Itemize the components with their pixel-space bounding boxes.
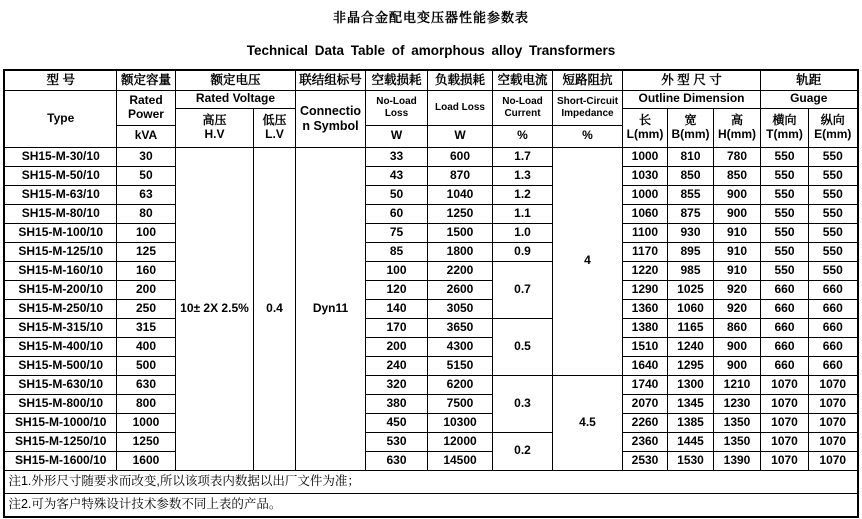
table-row (4, 451, 857, 470)
col-header-rated-voltage-zh: 额定电压 (175, 70, 295, 90)
lv-label-en: L.V (265, 126, 284, 141)
table-cell: 550 (761, 185, 809, 204)
transformer-spec-table (3, 69, 858, 518)
col-header-no-load-current-zh: 空载电流 (493, 70, 553, 90)
length-label-en: L(mm) (626, 126, 664, 141)
table-cell: 1070 (761, 432, 809, 451)
table-row (4, 299, 857, 318)
table-cell: 1640 (623, 356, 668, 375)
table-cell: 1070 (809, 375, 858, 394)
table-cell: 1165 (668, 318, 714, 337)
table-cell: 450 (366, 413, 428, 432)
table-cell: 1600 (116, 451, 175, 470)
table-cell: 600 (428, 147, 493, 166)
table-cell: 170 (366, 318, 428, 337)
page-title-en: Technical Data Table of amorphous alloy Transformers (246, 43, 616, 58)
hv-label-zh: 高压 (202, 112, 227, 127)
unit-load-loss: W (428, 125, 493, 147)
table-cell: SH15-M-30/10 (4, 147, 116, 166)
table-cell: 500 (116, 356, 175, 375)
table-cell: 1070 (761, 375, 809, 394)
table-cell: 1040 (428, 185, 493, 204)
table-cell: 30 (116, 147, 175, 166)
table-cell: 315 (116, 318, 175, 337)
table-cell: SH15-M-400/10 (4, 337, 116, 356)
table-cell: SH15-M-160/10 (4, 261, 116, 280)
table-row (4, 223, 857, 242)
col-header-connection-zh: 联结组标号 (296, 70, 366, 90)
table-cell: 0.2 (493, 432, 553, 470)
table-row (4, 375, 857, 394)
table-row (4, 185, 857, 204)
table-cell: 780 (714, 147, 761, 166)
table-cell: 855 (668, 185, 714, 204)
table-cell: 660 (761, 318, 809, 337)
height-label-zh: 高 (730, 112, 743, 127)
unit-rated-power: kVA (116, 125, 175, 147)
table-cell: 140 (366, 299, 428, 318)
table-cell: 100 (116, 223, 175, 242)
table-cell: 1250 (428, 204, 493, 223)
table-cell: 850 (668, 166, 714, 185)
table-body (4, 147, 857, 470)
table-cell: 1060 (668, 299, 714, 318)
table-cell: 75 (366, 223, 428, 242)
table-cell: 120 (366, 280, 428, 299)
table-cell: 33 (366, 147, 428, 166)
table-cell: 2070 (623, 394, 668, 413)
col-header-hv (175, 108, 253, 147)
table-row (4, 318, 857, 337)
width-label-en: B(mm) (671, 126, 710, 141)
table-cell: 1295 (668, 356, 714, 375)
col-header-lv (253, 108, 295, 147)
table-cell: SH15-M-63/10 (4, 185, 116, 204)
table-cell: 1230 (714, 394, 761, 413)
table-cell: 870 (428, 166, 493, 185)
table-cell: 660 (809, 356, 858, 375)
table-row (4, 166, 857, 185)
table-cell: 50 (366, 185, 428, 204)
table-cell: 4 (553, 147, 623, 375)
unit-impedance: % (553, 125, 623, 147)
table-cell: 1070 (761, 394, 809, 413)
table-cell: 0.4 (253, 147, 295, 470)
table-cell: 63 (116, 185, 175, 204)
table-cell: 630 (116, 375, 175, 394)
table-cell: 550 (761, 223, 809, 242)
table-cell: 800 (116, 394, 175, 413)
table-cell: 1.3 (493, 166, 553, 185)
table-cell: 2600 (428, 280, 493, 299)
table-cell: 10300 (428, 413, 493, 432)
table-row (4, 413, 857, 432)
col-header-e (809, 108, 858, 147)
unit-no-load-current: % (493, 125, 553, 147)
table-row (4, 280, 857, 299)
table-cell: 100 (366, 261, 428, 280)
table-cell: 200 (116, 280, 175, 299)
table-cell: 1740 (623, 375, 668, 394)
table-row (4, 394, 857, 413)
table-cell: 240 (366, 356, 428, 375)
table-cell: 1.2 (493, 185, 553, 204)
table-cell: 660 (809, 280, 858, 299)
table-cell: 550 (761, 242, 809, 261)
table-cell: 860 (714, 318, 761, 337)
table-cell: 1.7 (493, 147, 553, 166)
table-cell: 920 (714, 299, 761, 318)
e-label-en: E(mm) (814, 126, 852, 141)
table-cell: 6200 (428, 375, 493, 394)
col-header-rated-voltage-en: Rated Voltage (175, 90, 295, 108)
table-cell: SH15-M-500/10 (4, 356, 116, 375)
table-cell: 1070 (809, 394, 858, 413)
table-cell: 0.9 (493, 242, 553, 261)
table-cell: 1220 (623, 261, 668, 280)
table-cell: Dyn11 (296, 147, 366, 470)
table-cell: 810 (668, 147, 714, 166)
table-cell: 930 (668, 223, 714, 242)
col-header-no-load-current-en: No-Load Current (493, 90, 553, 125)
col-header-outline-en: Outline Dimension (623, 90, 761, 108)
table-row (4, 147, 857, 166)
col-header-width (668, 108, 714, 147)
table-cell: 2530 (623, 451, 668, 470)
table-cell: 400 (116, 337, 175, 356)
table-cell: 1.1 (493, 204, 553, 223)
table-cell: 3650 (428, 318, 493, 337)
table-cell: SH15-M-125/10 (4, 242, 116, 261)
table-cell: 550 (809, 223, 858, 242)
lv-label-zh: 低压 (262, 112, 287, 127)
table-cell: 900 (714, 185, 761, 204)
table-cell: 1210 (714, 375, 761, 394)
table-cell: 1070 (761, 451, 809, 470)
col-header-guage-zh: 轨距 (761, 70, 858, 90)
table-row (4, 204, 857, 223)
table-cell: 660 (809, 318, 858, 337)
table-cell: SH15-M-250/10 (4, 299, 116, 318)
table-cell: 550 (761, 166, 809, 185)
table-cell: 1100 (623, 223, 668, 242)
table-cell: SH15-M-1000/10 (4, 413, 116, 432)
col-header-load-loss-en: Load Loss (428, 90, 493, 125)
table-row (4, 356, 857, 375)
note-1: 注1.外形尺寸随要求而改变,所以该项表内数据以出厂文件为准； (4, 470, 857, 493)
table-cell: 1240 (668, 337, 714, 356)
table-cell: 920 (714, 280, 761, 299)
width-label-zh: 宽 (684, 112, 697, 127)
table-cell: 530 (366, 432, 428, 451)
table-cell: 250 (116, 299, 175, 318)
table-cell: 0.5 (493, 318, 553, 375)
table-cell: 1170 (623, 242, 668, 261)
table-cell: 80 (116, 204, 175, 223)
table-cell: 1000 (623, 185, 668, 204)
height-label-en: H(mm) (718, 126, 756, 141)
table-row (4, 432, 857, 451)
table-cell: 1510 (623, 337, 668, 356)
table-cell: 2200 (428, 261, 493, 280)
table-cell: 910 (714, 261, 761, 280)
table-cell: 12000 (428, 432, 493, 451)
table-cell: 900 (714, 204, 761, 223)
table-cell: 550 (761, 261, 809, 280)
table-cell: 1530 (668, 451, 714, 470)
table-cell: 1300 (668, 375, 714, 394)
table-cell: 1380 (623, 318, 668, 337)
table-cell: 1390 (714, 451, 761, 470)
table-cell: 630 (366, 451, 428, 470)
table-cell: 660 (761, 280, 809, 299)
table-cell: 320 (366, 375, 428, 394)
table-cell: 1250 (116, 432, 175, 451)
table-cell: SH15-M-1250/10 (4, 432, 116, 451)
col-header-length (623, 108, 668, 147)
col-header-no-load-loss-zh: 空载损耗 (366, 70, 428, 90)
table-cell: 850 (714, 166, 761, 185)
table-cell: 1350 (714, 413, 761, 432)
col-header-rated-power-zh: 额定容量 (116, 70, 175, 90)
col-header-t (761, 108, 809, 147)
col-header-guage-en: Guage (761, 90, 858, 108)
table-cell: 1350 (714, 432, 761, 451)
table-cell: 60 (366, 204, 428, 223)
col-header-no-load-loss-en: No-Load Loss (366, 90, 428, 125)
table-cell: 1360 (623, 299, 668, 318)
table-cell: 1290 (623, 280, 668, 299)
table-row (4, 242, 857, 261)
table-cell: 550 (761, 204, 809, 223)
table-cell: 1060 (623, 204, 668, 223)
e-label-zh: 纵向 (820, 112, 845, 127)
table-cell: 875 (668, 204, 714, 223)
table-cell: 160 (116, 261, 175, 280)
table-cell: 985 (668, 261, 714, 280)
table-cell: 200 (366, 337, 428, 356)
col-header-type-en: Type (4, 90, 116, 147)
page-header (0, 0, 862, 58)
table-cell: SH15-M-80/10 (4, 204, 116, 223)
table-cell: 7500 (428, 394, 493, 413)
table-cell: 0.3 (493, 375, 553, 432)
table-cell: 3050 (428, 299, 493, 318)
table-cell: 1000 (623, 147, 668, 166)
table-cell: 900 (714, 337, 761, 356)
table-cell: 660 (809, 337, 858, 356)
table-notes (4, 470, 857, 517)
table-cell: 1500 (428, 223, 493, 242)
table-cell: 125 (116, 242, 175, 261)
t-label-zh: 横向 (772, 112, 797, 127)
col-header-height (714, 108, 761, 147)
table-cell: 1070 (809, 413, 858, 432)
table-cell: 14500 (428, 451, 493, 470)
col-header-outline-zh: 外 型 尺 寸 (623, 70, 761, 90)
table-cell: SH15-M-100/10 (4, 223, 116, 242)
table-cell: 0.7 (493, 261, 553, 318)
table-cell: 910 (714, 242, 761, 261)
table-header (4, 70, 857, 147)
table-cell: SH15-M-50/10 (4, 166, 116, 185)
table-cell: 550 (809, 166, 858, 185)
table-cell: SH15-M-315/10 (4, 318, 116, 337)
table-cell: 1445 (668, 432, 714, 451)
table-cell: 1070 (761, 413, 809, 432)
table-cell: 1345 (668, 394, 714, 413)
table-cell: SH15-M-200/10 (4, 280, 116, 299)
hv-label-en: H.V (204, 126, 225, 141)
table-cell: 5150 (428, 356, 493, 375)
table-cell: 10± 2X 2.5% (175, 147, 253, 470)
page-title-zh: 非晶合金配电变压器性能参数表 (332, 10, 529, 25)
table-cell: 550 (809, 242, 858, 261)
table-row (4, 337, 857, 356)
table-cell: 550 (809, 204, 858, 223)
table-cell: 1070 (809, 432, 858, 451)
unit-no-load-loss: W (366, 125, 428, 147)
table-cell: 1.0 (493, 223, 553, 242)
table-row (4, 261, 857, 280)
table-cell: 550 (809, 185, 858, 204)
table-cell: 85 (366, 242, 428, 261)
col-header-type-zh: 型 号 (4, 70, 116, 90)
col-header-load-loss-zh: 负载损耗 (428, 70, 493, 90)
table-cell: 380 (366, 394, 428, 413)
col-header-connection-en: Connection Symbol (296, 90, 366, 147)
table-cell: 1000 (116, 413, 175, 432)
table-cell: 4300 (428, 337, 493, 356)
table-cell: 550 (809, 147, 858, 166)
table-cell: SH15-M-630/10 (4, 375, 116, 394)
table-cell: SH15-M-800/10 (4, 394, 116, 413)
t-label-en: T(mm) (766, 126, 803, 141)
table-cell: 550 (761, 147, 809, 166)
table-cell: 660 (809, 299, 858, 318)
table-cell: 910 (714, 223, 761, 242)
table-cell: 1385 (668, 413, 714, 432)
table-cell: 2360 (623, 432, 668, 451)
note-2: 注2.可为客户特殊设计技术参数不同上表的产品。 (4, 493, 857, 517)
table-cell: 900 (714, 356, 761, 375)
table-cell: 895 (668, 242, 714, 261)
col-header-rated-power-en: Rated Power (116, 90, 175, 125)
table-cell: 660 (761, 337, 809, 356)
table-cell: 550 (809, 261, 858, 280)
table-cell: 660 (761, 299, 809, 318)
table-cell: 4.5 (553, 375, 623, 470)
table-cell: 50 (116, 166, 175, 185)
table-cell: 1025 (668, 280, 714, 299)
length-label-zh: 长 (638, 112, 651, 127)
table-cell: 2260 (623, 413, 668, 432)
table-cell: 43 (366, 166, 428, 185)
table-cell: 1800 (428, 242, 493, 261)
table-cell: 660 (761, 356, 809, 375)
table-cell: SH15-M-1600/10 (4, 451, 116, 470)
table-cell: 1070 (809, 451, 858, 470)
col-header-impedance-zh: 短路阻抗 (553, 70, 623, 90)
col-header-impedance-en: Short-Circuit Impedance (553, 90, 623, 125)
table-cell: 1030 (623, 166, 668, 185)
